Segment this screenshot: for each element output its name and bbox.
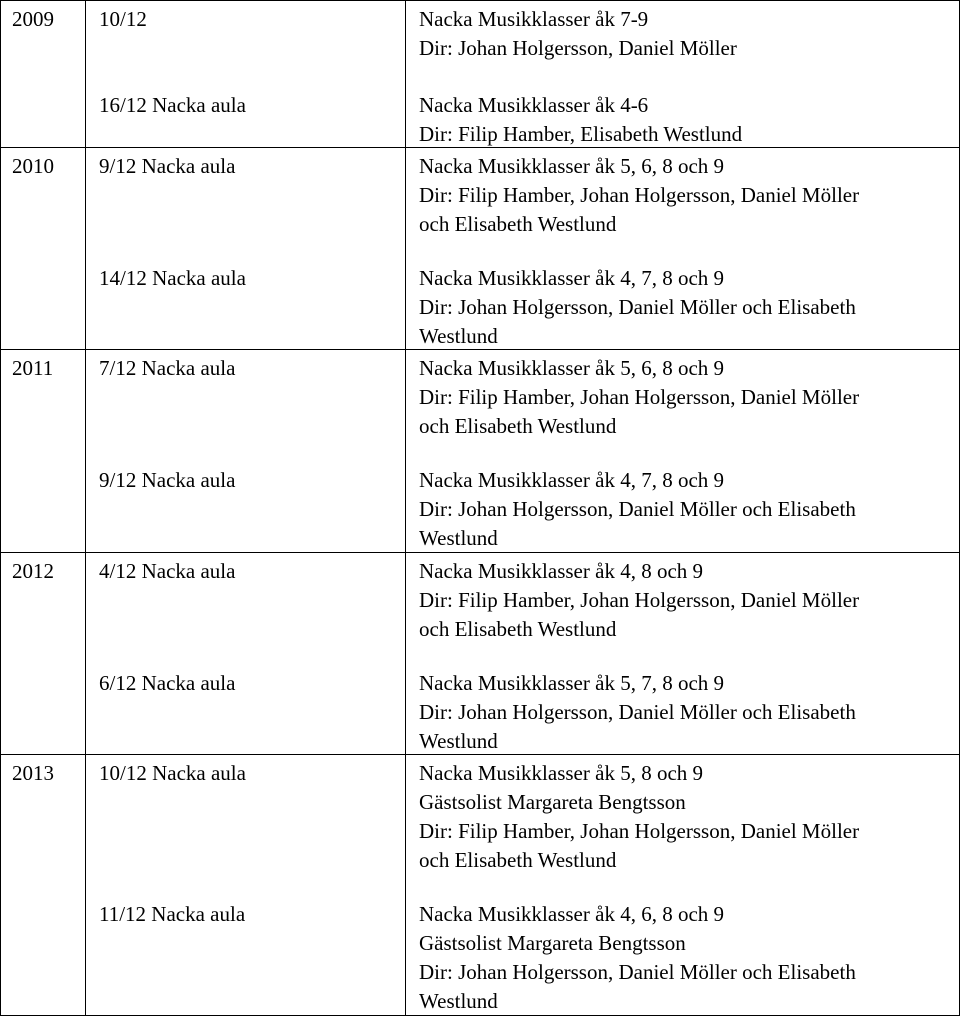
event-date: 10/12 <box>99 7 147 31</box>
event-line: Westlund <box>419 324 498 348</box>
year-label: 2012 <box>12 559 54 583</box>
event-line: Dir: Filip Hamber, Johan Holgersson, Daniel Möller <box>419 385 860 409</box>
event-line: och Elisabeth Westlund <box>419 848 617 872</box>
event-line: Dir: Filip Hamber, Johan Holgersson, Daniel Möller <box>419 183 860 207</box>
event-date: 9/12 Nacka aula <box>99 154 236 178</box>
event-line: och Elisabeth Westlund <box>419 617 617 641</box>
event-line: Dir: Johan Holgersson, Daniel Möller <box>419 36 737 60</box>
event-date: 4/12 Nacka aula <box>99 559 236 583</box>
event-description <box>419 557 954 644</box>
event-line: Nacka Musikklasser åk 4-6 <box>419 93 649 117</box>
event-line: Nacka Musikklasser åk 4, 8 och 9 <box>419 559 704 583</box>
year-row-2011 <box>1 350 959 552</box>
event-line: Nacka Musikklasser åk 5, 6, 8 och 9 <box>419 154 725 178</box>
event-line: och Elisabeth Westlund <box>419 414 617 438</box>
year-row-2010 <box>1 148 959 349</box>
event-line: Dir: Johan Holgersson, Daniel Möller och Elisabeth <box>419 700 856 724</box>
event-line: Westlund <box>419 526 498 550</box>
event-line: Gästsolist Margareta Bengtsson <box>419 931 686 955</box>
year-label: 2010 <box>12 154 54 178</box>
event-description <box>419 466 954 553</box>
event-line: Nacka Musikklasser åk 5, 7, 8 och 9 <box>419 671 725 695</box>
event-line: Westlund <box>419 729 498 753</box>
event-date: 6/12 Nacka aula <box>99 671 236 695</box>
event-line: Nacka Musikklasser åk 5, 6, 8 och 9 <box>419 356 725 380</box>
event-description <box>419 264 954 351</box>
event-description <box>419 759 954 875</box>
year-row-2012 <box>1 553 959 754</box>
event-line: Dir: Johan Holgersson, Daniel Möller och Elisabeth <box>419 295 856 319</box>
event-date: 14/12 Nacka aula <box>99 266 246 290</box>
event-line: Dir: Filip Hamber, Elisabeth Westlund <box>419 122 743 146</box>
event-line: Nacka Musikklasser åk 4, 7, 8 och 9 <box>419 266 725 290</box>
year-row-2009 <box>1 1 959 147</box>
event-line: Dir: Johan Holgersson, Daniel Möller och Elisabeth <box>419 960 856 984</box>
event-description <box>419 91 954 149</box>
event-date: 9/12 Nacka aula <box>99 468 236 492</box>
event-line: Dir: Johan Holgersson, Daniel Möller och Elisabeth <box>419 497 856 521</box>
year-label: 2011 <box>12 356 54 380</box>
event-line: Westlund <box>419 989 498 1013</box>
event-description <box>419 354 954 441</box>
event-date: 7/12 Nacka aula <box>99 356 236 380</box>
event-date: 10/12 Nacka aula <box>99 761 246 785</box>
event-line: Nacka Musikklasser åk 7-9 <box>419 7 649 31</box>
event-line: Nacka Musikklasser åk 4, 6, 8 och 9 <box>419 902 725 926</box>
event-line: Dir: Filip Hamber, Johan Holgersson, Daniel Möller <box>419 819 860 843</box>
event-line: Gästsolist Margareta Bengtsson <box>419 790 686 814</box>
event-line: Nacka Musikklasser åk 5, 8 och 9 <box>419 761 704 785</box>
event-description <box>419 152 954 239</box>
event-line: Nacka Musikklasser åk 4, 7, 8 och 9 <box>419 468 725 492</box>
event-description <box>419 669 954 756</box>
event-line: Dir: Filip Hamber, Johan Holgersson, Daniel Möller <box>419 588 860 612</box>
event-date: 11/12 Nacka aula <box>99 902 246 926</box>
year-row-2013 <box>1 755 959 1015</box>
event-description <box>419 5 954 63</box>
event-line: och Elisabeth Westlund <box>419 212 617 236</box>
event-description <box>419 900 954 1016</box>
year-label: 2009 <box>12 7 54 31</box>
event-date: 16/12 Nacka aula <box>99 93 246 117</box>
year-label: 2013 <box>12 761 54 785</box>
